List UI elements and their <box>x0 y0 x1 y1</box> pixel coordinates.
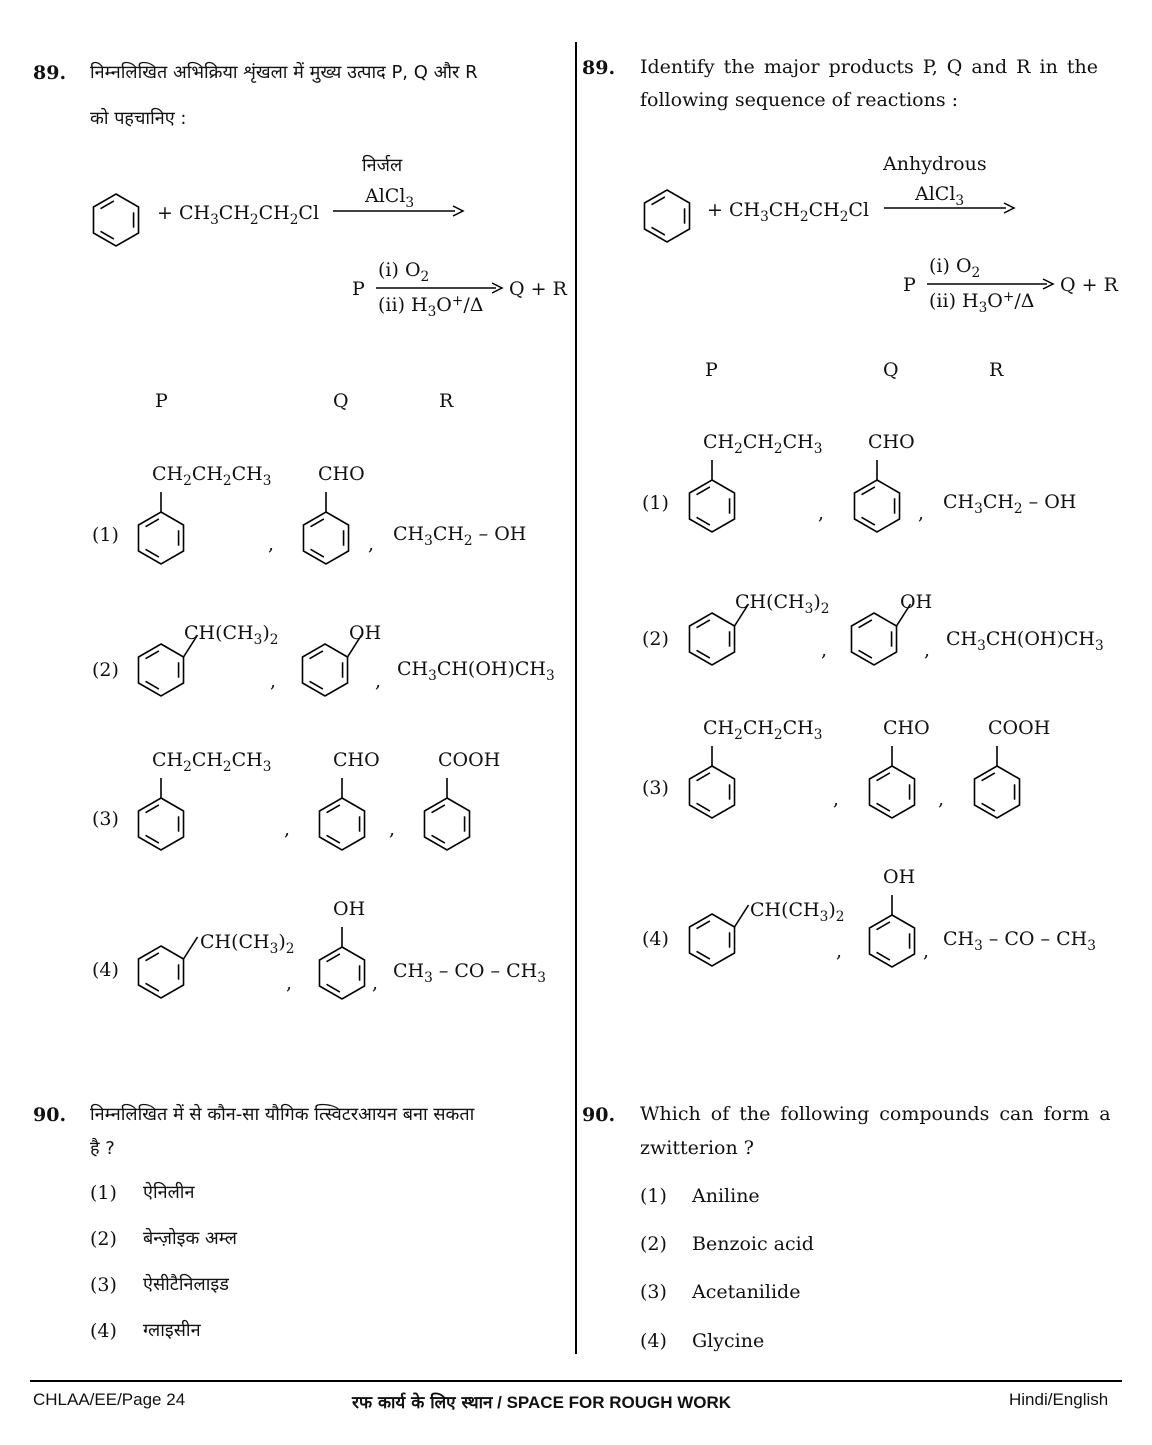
reactant-formula: + $CH_3CH_2CH_2Cl$ <box>707 199 870 225</box>
option-number: (4) <box>90 1320 117 1342</box>
p-label: P <box>903 274 916 296</box>
product-r: $CH_3CH(OH)CH_3$ <box>397 658 555 684</box>
substituent: $CH(CH_3)_2$ <box>735 591 830 617</box>
substituent: OH <box>900 591 933 613</box>
step-i: (i) $O_2$ <box>929 255 981 281</box>
substituent: $CH(CH_3)_2$ <box>200 931 295 957</box>
column-divider <box>575 42 577 1354</box>
option-number: (3) <box>90 1274 117 1296</box>
substituent: $CH_2CH_2CH_3$ <box>703 717 823 743</box>
benzene-ring <box>298 488 354 568</box>
separator: , <box>389 818 396 840</box>
separator: , <box>270 670 277 692</box>
reaction-arrow <box>927 278 1059 290</box>
benzene-ring <box>849 456 905 536</box>
separator: , <box>368 533 375 555</box>
substituent: $CH_2CH_2CH_3$ <box>152 749 272 775</box>
separator: , <box>918 502 925 524</box>
question-stem: Identify the major products P, Q and R in the <box>640 56 1098 78</box>
substituent: CHO <box>318 463 365 485</box>
option-number: (4) <box>642 928 669 950</box>
substituent: OH <box>333 898 366 920</box>
step-ii: (ii) $H_3O^+/\Delta$ <box>929 288 1035 316</box>
products-label: Q + R <box>1060 274 1118 296</box>
footer-page-code: CHLAA/EE/Page 24 <box>33 1390 186 1409</box>
question-number: 89. <box>582 57 616 79</box>
reagent-formula: AlCl$_3$ <box>365 185 415 211</box>
separator: , <box>284 818 291 840</box>
reagent-label: निर्जल <box>362 155 403 176</box>
benzene-ring <box>864 891 920 971</box>
separator: , <box>268 533 275 555</box>
substituent: $CH_2CH_2CH_3$ <box>152 463 272 489</box>
separator: , <box>286 972 293 994</box>
footer-rough-work <box>352 1390 731 1413</box>
benzene-ring <box>864 742 920 822</box>
column-header-p: P <box>155 390 168 412</box>
question-number: 89. <box>33 62 67 84</box>
substituent: OH <box>349 622 382 644</box>
option-number: (2) <box>642 628 669 650</box>
reaction-arrow <box>333 205 465 217</box>
question-stem: zwitterion ? <box>640 1137 754 1159</box>
separator: , <box>821 639 828 661</box>
product-r: $CH_3$ – CO – $CH_3$ <box>943 928 1096 954</box>
footer-language: Hindi/English <box>1009 1390 1109 1409</box>
substituent: COOH <box>988 717 1051 739</box>
benzene-ring <box>684 609 764 669</box>
question-stem: को पहचानिए : <box>90 108 187 129</box>
substituent: COOH <box>438 749 501 771</box>
product-r: $CH_3CH_2$ – OH <box>393 523 527 549</box>
product-r: $CH_3CH_2$ – OH <box>943 491 1077 517</box>
option-number: (1) <box>90 1182 117 1204</box>
separator: , <box>836 940 843 962</box>
separator: , <box>923 940 930 962</box>
substituent: CHO <box>333 749 380 771</box>
benzene-ring <box>419 774 475 854</box>
footer-rough-work-english: SPACE FOR ROUGH WORK <box>506 1393 732 1412</box>
substituent: $CH_2CH_2CH_3$ <box>703 431 823 457</box>
reagent-label: Anhydrous <box>883 153 987 175</box>
substituent: OH <box>883 866 916 888</box>
question-stem: following sequence of reactions : <box>640 89 959 111</box>
products-label: Q + R <box>509 278 567 300</box>
column-header-p: P <box>705 359 718 381</box>
question-number: 90. <box>582 1104 616 1126</box>
option-number: (2) <box>640 1233 667 1255</box>
question-number: 90. <box>33 1104 67 1126</box>
option-text: Benzoic acid <box>692 1233 814 1255</box>
option-number: (1) <box>92 524 119 546</box>
question-stem: निम्नलिखित अभिक्रिया शृंखला में मुख्य उत्पाद P, Q और R <box>90 62 478 83</box>
option-text: Aniline <box>692 1185 760 1207</box>
benzene-ring <box>969 742 1025 822</box>
column-header-q: Q <box>333 390 349 412</box>
benzene-ring-reactant <box>639 186 695 246</box>
separator: , <box>375 670 382 692</box>
reaction-arrow <box>884 202 1016 214</box>
question-stem: Which of the following compounds can form a <box>640 1103 1111 1125</box>
footer-rough-work-hindi: रफ कार्य के लिए स्थान <box>352 1393 493 1413</box>
benzene-ring <box>133 488 189 568</box>
reagent-formula: AlCl$_3$ <box>915 183 965 209</box>
separator: , <box>818 502 825 524</box>
option-text: Acetanilide <box>692 1281 801 1303</box>
option-number: (2) <box>92 659 119 681</box>
question-stem: निम्नलिखित में से कौन-सा यौगिक त्स्विटरआयन बना सकता <box>90 1104 475 1125</box>
footer-rule <box>30 1380 1122 1382</box>
benzene-ring <box>133 774 189 854</box>
benzene-ring <box>314 774 370 854</box>
substituent: CHO <box>868 431 915 453</box>
substituent: CHO <box>883 717 930 739</box>
benzene-ring <box>684 456 740 536</box>
step-ii: (ii) $H_3O^+/\Delta$ <box>378 292 484 320</box>
option-text: Glycine <box>692 1330 765 1352</box>
substituent: $CH(CH_3)_2$ <box>750 899 845 925</box>
question-stem: है ? <box>90 1138 115 1159</box>
p-label: P <box>352 278 365 300</box>
option-number: (1) <box>640 1185 667 1207</box>
step-i: (i) $O_2$ <box>378 259 430 285</box>
separator: , <box>372 972 379 994</box>
option-number: (1) <box>642 492 669 514</box>
footer-separator: / <box>492 1393 507 1412</box>
separator: , <box>938 788 945 810</box>
product-r: $CH_3CH(OH)CH_3$ <box>946 628 1104 654</box>
option-number: (3) <box>640 1281 667 1303</box>
option-number: (4) <box>640 1330 667 1352</box>
column-header-r: R <box>439 390 454 412</box>
separator: , <box>924 639 931 661</box>
separator: , <box>833 788 840 810</box>
benzene-ring <box>297 640 377 700</box>
option-number: (3) <box>92 808 119 830</box>
option-text: ग्लाइसीन <box>143 1320 201 1341</box>
reaction-arrow <box>376 282 508 294</box>
substituent: $CH(CH_3)_2$ <box>184 622 279 648</box>
benzene-ring <box>133 640 213 700</box>
option-number: (4) <box>92 959 119 981</box>
column-header-q: Q <box>883 359 899 381</box>
option-number: (3) <box>642 777 669 799</box>
benzene-ring <box>846 609 926 669</box>
option-text: ऐनिलीन <box>143 1182 195 1203</box>
benzene-ring <box>684 742 740 822</box>
reactant-formula: + $CH_3CH_2CH_2Cl$ <box>157 202 320 228</box>
benzene-ring <box>314 923 370 1003</box>
column-header-r: R <box>989 359 1004 381</box>
option-text: बेन्ज़ोइक अम्ल <box>143 1228 237 1249</box>
option-number: (2) <box>90 1228 117 1250</box>
option-text: ऐसीटैनिलाइड <box>143 1274 229 1295</box>
product-r: $CH_3$ – CO – $CH_3$ <box>393 960 546 986</box>
benzene-ring-reactant <box>88 190 144 250</box>
